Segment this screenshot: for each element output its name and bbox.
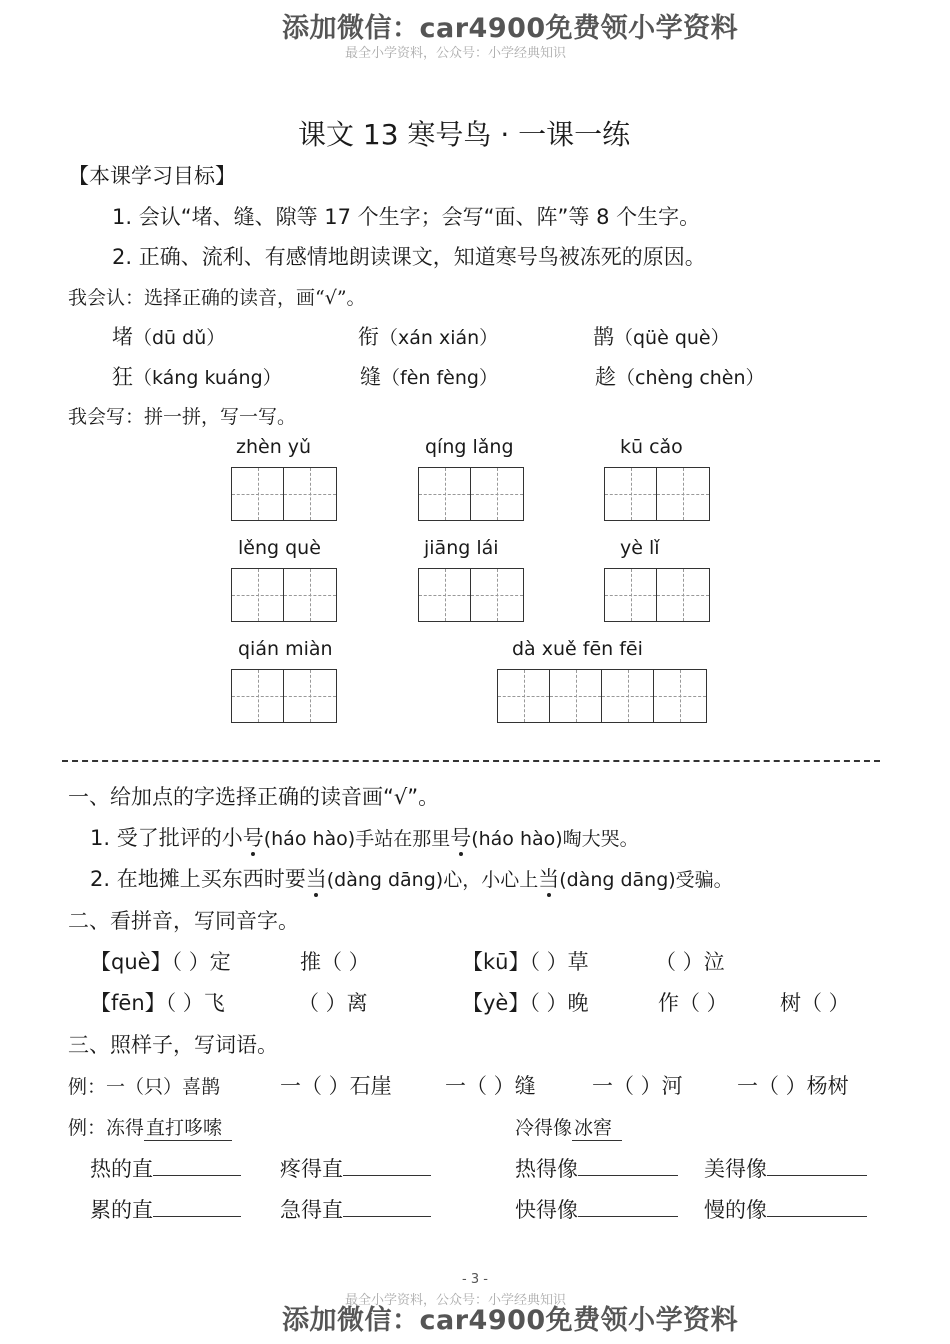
writing-grid[interactable] <box>231 568 337 622</box>
q2-text: 2. 在地摊上买东西时要 <box>90 867 306 891</box>
bottom-faint-line: 最全小学资料，公众号：小学经典知识 <box>345 1293 567 1308</box>
q1-options[interactable]: (háo hào)啕大哭。 <box>471 828 639 850</box>
recognize-options[interactable]: （dū dǔ） <box>133 327 226 349</box>
measure-word-item[interactable]: 一（ ）河 <box>592 1074 683 1098</box>
example-measure-word: 例：一（只）喜鹊 <box>68 1076 221 1098</box>
q2-options[interactable]: (dàng dāng)受骗。 <box>559 869 733 891</box>
section1-question-2 <box>90 863 733 893</box>
homophone-item[interactable]: 【kū】（ ）草 <box>462 950 589 974</box>
answer-blank[interactable] <box>153 1157 241 1176</box>
q1-options[interactable]: (háo hào)手站在那里 <box>263 828 451 850</box>
dotted-char: 号 <box>450 826 472 850</box>
phrase-item <box>90 1153 241 1183</box>
recognize-char: 狂 <box>112 365 133 389</box>
writing-grid[interactable] <box>418 467 524 521</box>
writing-grid[interactable] <box>418 568 524 622</box>
example-prefix: 冷得像 <box>515 1117 573 1139</box>
answer-blank[interactable] <box>153 1198 241 1217</box>
measure-word-item[interactable]: 一（ ）杨树 <box>737 1074 849 1098</box>
goal-item-1: 1. 会认“堵、缝、隙等 17 个生字；会写“面、阵”等 8 个生字。 <box>112 205 701 229</box>
answer-blank[interactable] <box>343 1198 431 1217</box>
recognize-char: 趁 <box>595 365 616 389</box>
measure-word-item[interactable]: 一（ ）缝 <box>445 1074 536 1098</box>
phrase-item <box>515 1194 678 1224</box>
goal-item-2: 2. 正确、流利、有感情地朗读课文，知道寒号鸟被冻死的原因。 <box>112 245 706 269</box>
writing-grid[interactable] <box>604 568 710 622</box>
phrase-prefix: 美得像 <box>704 1157 767 1181</box>
top-banner: 添加微信：car4900免费领小学资料 <box>282 13 739 44</box>
answer-blank[interactable] <box>767 1198 867 1217</box>
homophone-item[interactable]: （ ）离 <box>298 991 368 1015</box>
bottom-banner: 添加微信：car4900免费领小学资料 <box>282 1305 739 1336</box>
section-divider <box>62 760 880 762</box>
phrase-prefix: 慢的像 <box>704 1198 767 1222</box>
writing-grid[interactable] <box>231 669 337 723</box>
recognize-item <box>112 361 282 391</box>
phrase-item <box>704 1153 867 1183</box>
recognize-char: 鹊 <box>593 325 614 349</box>
q1-text: 1. 受了批评的小 <box>90 826 243 850</box>
pinyin-label: qián miàn <box>238 638 333 660</box>
top-faint-line: 最全小学资料，公众号：小学经典知识 <box>345 46 567 61</box>
page-title: 课文 13 寒号鸟 · 一课一练 <box>298 118 631 151</box>
recognize-char: 衔 <box>358 325 379 349</box>
phrase-prefix: 热得像 <box>515 1157 578 1181</box>
homophone-item[interactable]: 【yè】（ ）晚 <box>462 991 589 1015</box>
example-prefix: 例：冻得 <box>68 1117 145 1139</box>
recognize-heading: 我会认：选择正确的读音，画“√”。 <box>68 287 366 309</box>
phrase-item <box>515 1153 678 1183</box>
phrase-prefix: 疼得直 <box>280 1157 343 1181</box>
homophone-item[interactable]: （ ）泣 <box>655 950 725 974</box>
phrase-prefix: 热的直 <box>90 1157 153 1181</box>
phrase-item <box>704 1194 867 1224</box>
recognize-item <box>112 321 225 351</box>
pinyin-label: zhèn yǔ <box>236 436 312 458</box>
example-phrase-2 <box>515 1113 622 1141</box>
pinyin-label: qíng lǎng <box>425 436 514 458</box>
phrase-prefix: 快得像 <box>515 1198 578 1222</box>
answer-blank[interactable] <box>767 1157 867 1176</box>
goals-heading: 【本课学习目标】 <box>68 164 236 188</box>
phrase-item <box>90 1194 241 1224</box>
recognize-char: 缝 <box>360 365 381 389</box>
recognize-options[interactable]: （chèng chèn） <box>616 367 765 389</box>
example-answer: 冰窖 <box>572 1113 622 1141</box>
recognize-options[interactable]: （káng kuáng） <box>133 367 282 389</box>
q2-options[interactable]: (dàng dāng)心，小心上 <box>326 869 539 891</box>
pinyin-label: lěng què <box>238 537 321 559</box>
phrase-item <box>280 1153 431 1183</box>
phrase-prefix: 急得直 <box>280 1198 343 1222</box>
measure-word-item[interactable]: 一（ ）石崖 <box>280 1074 392 1098</box>
homophone-item[interactable]: 【què】（ ）定 <box>90 950 231 974</box>
answer-blank[interactable] <box>578 1157 678 1176</box>
recognize-options[interactable]: （xán xián） <box>379 327 499 349</box>
writing-grid[interactable] <box>231 467 337 521</box>
write-heading: 我会写：拼一拼，写一写。 <box>68 406 297 428</box>
example-phrase-1 <box>68 1113 232 1141</box>
dotted-char: 当 <box>305 867 327 891</box>
homophone-item[interactable]: 【fēn】（ ）飞 <box>90 991 225 1015</box>
recognize-item <box>360 361 498 391</box>
phrase-prefix: 累的直 <box>90 1198 153 1222</box>
pinyin-label: dà xuě fēn fēi <box>512 638 643 660</box>
dotted-char: 号 <box>242 826 264 850</box>
recognize-char: 堵 <box>112 325 133 349</box>
recognize-item <box>595 361 765 391</box>
pinyin-label: yè lǐ <box>620 537 660 559</box>
section2-heading: 二、看拼音，写同音字。 <box>68 909 299 933</box>
page-number: - 3 - <box>462 1272 488 1287</box>
writing-grid[interactable] <box>497 669 707 723</box>
phrase-item <box>280 1194 431 1224</box>
pinyin-label: jiāng lái <box>424 537 499 559</box>
recognize-options[interactable]: （fèn fèng） <box>381 367 498 389</box>
example-answer: 直打哆嗦 <box>144 1113 232 1141</box>
pinyin-label: kū cǎo <box>620 436 683 458</box>
dotted-char: 当 <box>538 867 560 891</box>
answer-blank[interactable] <box>343 1157 431 1176</box>
recognize-item <box>593 321 730 351</box>
section1-question-1 <box>90 822 639 852</box>
homophone-item[interactable]: 树（ ） <box>780 991 850 1015</box>
recognize-item <box>358 321 498 351</box>
homophone-item[interactable]: 作（ ） <box>658 991 728 1015</box>
answer-blank[interactable] <box>578 1198 678 1217</box>
section3-heading: 三、照样子，写词语。 <box>68 1033 278 1057</box>
section1-heading: 一、给加点的字选择正确的读音画“√”。 <box>68 785 440 809</box>
homophone-item[interactable]: 推（ ） <box>300 950 370 974</box>
writing-grid[interactable] <box>604 467 710 521</box>
recognize-options[interactable]: （qüè què） <box>614 327 730 349</box>
